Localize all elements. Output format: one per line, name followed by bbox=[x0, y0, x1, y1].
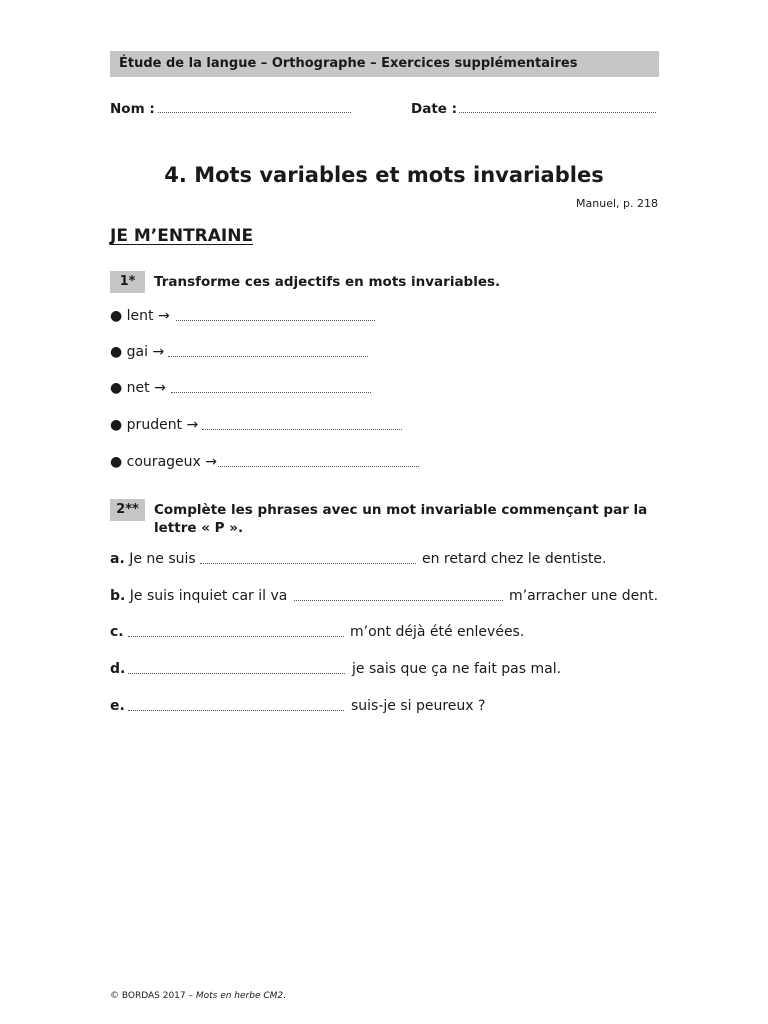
page-title: 4. Mots variables et mots invariables bbox=[164, 163, 604, 187]
footer-copyright bbox=[110, 991, 286, 1001]
exercise-2-number: 2** bbox=[110, 499, 145, 521]
arrow-icon: → bbox=[158, 308, 170, 324]
exercise-2-instruction-line2: lettre « P ». bbox=[154, 520, 244, 536]
list-item: ● net → bbox=[110, 380, 166, 396]
nom-label: Nom : bbox=[110, 101, 155, 117]
sentence-before: Je ne suis bbox=[129, 551, 196, 567]
header-title: Étude de la langue – Orthographe – Exercices supplémentaires bbox=[119, 56, 578, 71]
answer-field-c[interactable] bbox=[128, 636, 344, 637]
answer-field-lent[interactable] bbox=[176, 320, 375, 321]
answer-field-b[interactable] bbox=[294, 600, 503, 601]
item-word: net bbox=[126, 380, 150, 396]
header-bar bbox=[110, 51, 659, 77]
item-word: prudent bbox=[126, 417, 183, 433]
sentence-letter: b. bbox=[110, 588, 126, 604]
sentence-letter: e. bbox=[110, 698, 125, 714]
manual-reference: Manuel, p. 218 bbox=[576, 197, 658, 210]
nom-field[interactable] bbox=[158, 112, 351, 113]
answer-field-a[interactable] bbox=[200, 563, 416, 564]
sentence-after: suis-je si peureux ? bbox=[351, 698, 486, 714]
sentence-after: en retard chez le dentiste. bbox=[422, 551, 607, 567]
arrow-icon: → bbox=[186, 417, 199, 433]
sentence-after: je sais que ça ne fait pas mal. bbox=[352, 661, 562, 677]
item-word: gai bbox=[126, 344, 149, 360]
sentence-b bbox=[110, 588, 287, 604]
answer-field-d[interactable] bbox=[128, 673, 345, 674]
sentence-d bbox=[110, 661, 125, 677]
list-item: ● gai → bbox=[110, 344, 165, 360]
footer-end: . bbox=[283, 991, 286, 1001]
answer-field-prudent[interactable] bbox=[202, 429, 402, 430]
section-title: JE M’ENTRAINE bbox=[110, 226, 254, 246]
arrow-icon: → bbox=[205, 454, 217, 470]
footer-publisher: © BORDAS 2017 – bbox=[110, 991, 196, 1001]
date-label: Date : bbox=[411, 101, 458, 117]
sentence-a bbox=[110, 551, 196, 567]
answer-field-net[interactable] bbox=[171, 392, 371, 393]
footer-book-title: Mots en herbe CM2 bbox=[195, 991, 284, 1001]
answer-field-courageux[interactable] bbox=[218, 466, 419, 467]
arrow-icon: → bbox=[154, 380, 166, 396]
exercise-2-instruction-line1: Complète les phrases avec un mot invariable commençant par la bbox=[154, 502, 648, 518]
list-item: ● prudent → bbox=[110, 417, 199, 433]
sentence-letter: c. bbox=[110, 624, 124, 640]
item-word: lent bbox=[126, 308, 154, 324]
sentence-letter: d. bbox=[110, 661, 126, 677]
exercise-1-number: 1* bbox=[110, 271, 145, 293]
sentence-e bbox=[110, 698, 125, 714]
sentence-after: m’arracher une dent. bbox=[509, 588, 659, 604]
arrow-icon: → bbox=[152, 344, 165, 360]
list-item: ● lent → bbox=[110, 308, 170, 324]
sentence-after: m’ont déjà été enlevées. bbox=[350, 624, 525, 640]
sentence-letter: a. bbox=[110, 551, 125, 567]
item-word: courageux bbox=[126, 454, 201, 470]
sentence-before: Je suis inquiet car il va bbox=[129, 588, 288, 604]
date-field[interactable] bbox=[459, 112, 656, 113]
exercise-1-instruction: Transforme ces adjectifs en mots invariables. bbox=[154, 274, 501, 290]
sentence-c bbox=[110, 624, 124, 640]
answer-field-gai[interactable] bbox=[168, 356, 368, 357]
list-item: ● courageux → bbox=[110, 454, 217, 470]
answer-field-e[interactable] bbox=[128, 710, 344, 711]
